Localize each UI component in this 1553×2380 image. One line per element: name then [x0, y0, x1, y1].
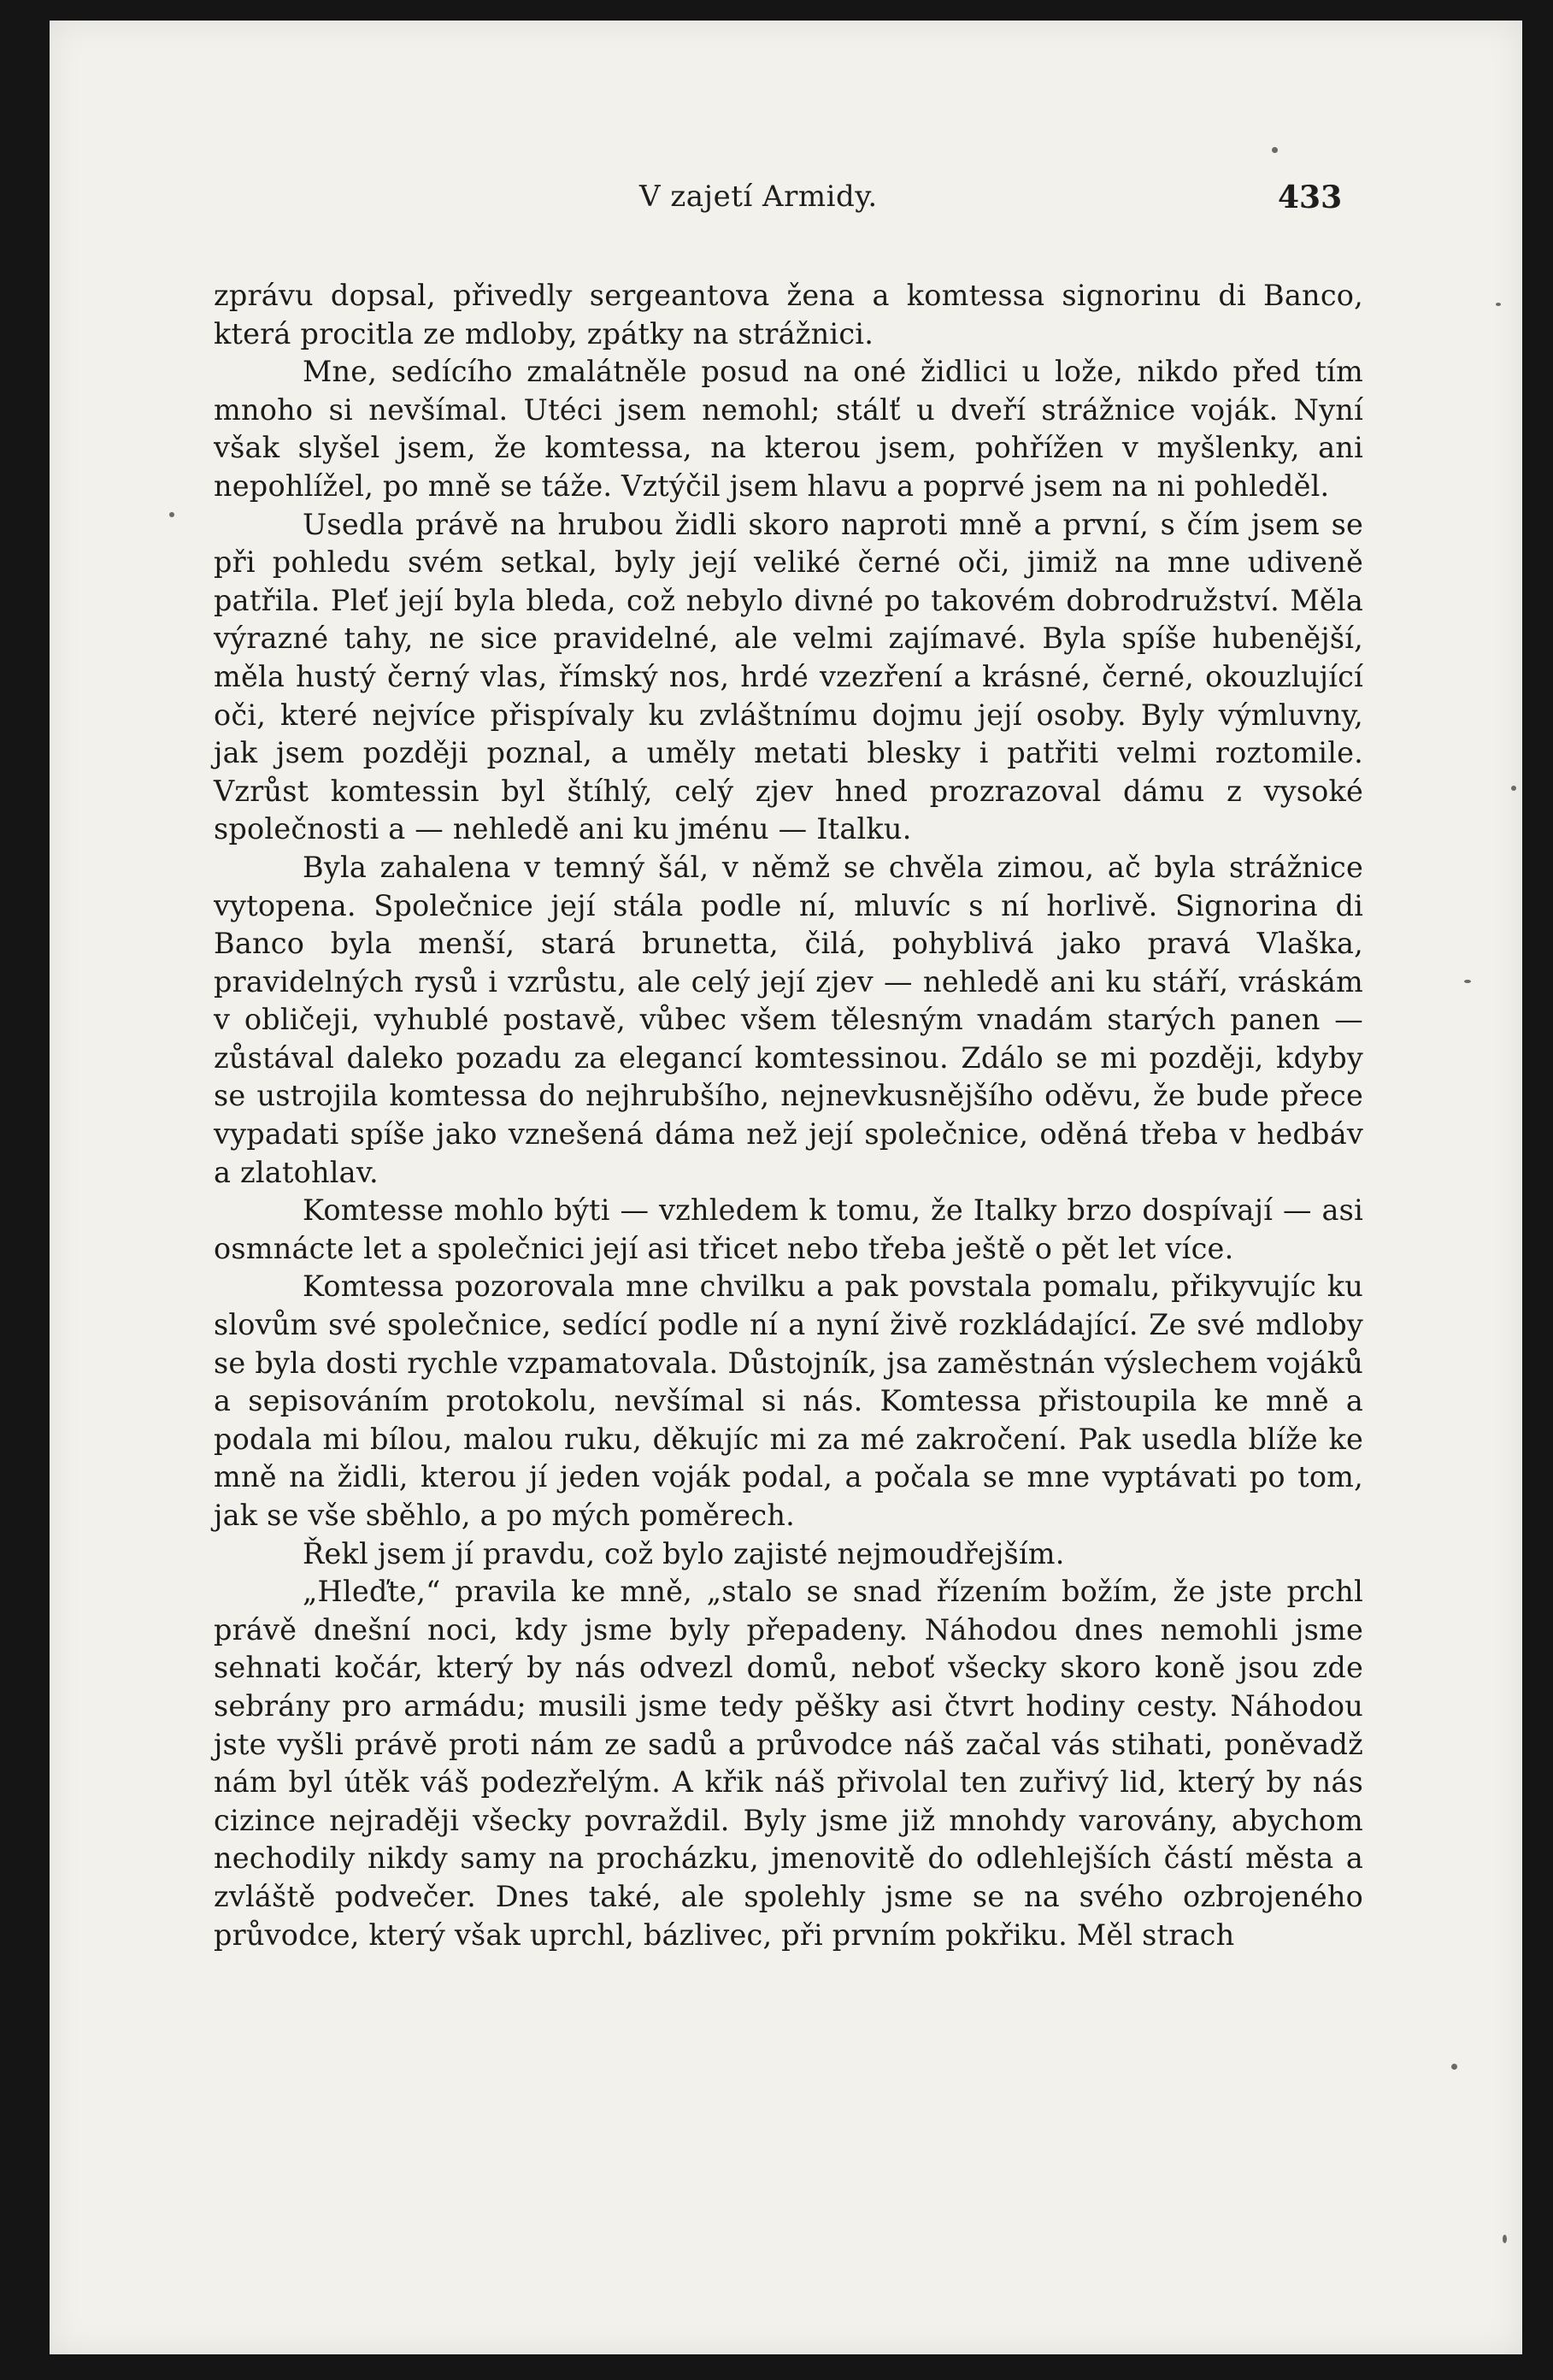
- paragraph: Řekl jsem jí pravdu, což bylo zajisté nejmoudřejším.: [303, 1536, 1065, 1570]
- paper-speck: [1272, 147, 1278, 153]
- running-title: V zajetí Armidy.: [639, 180, 878, 214]
- paper-speck: [1503, 2235, 1507, 2243]
- paragraph: „Hleďte,“ pravila ke mně, „stalo se snad řízením božím, že jste prchl právě dnešní noci, kdy jsme byly přepadeny. Náhodou dnes nemohli jsme sehnati kočár, který by nás odvezl domů, neboť všecky skoro koně jsou zde sebrány pro armádu; musili jsme tedy pěšky asi čtvrt hodiny cesty. Náhodou jste vyšli právě proti nám ze sadů a průvodce náš začal vás stihati, poněvadž nám byl útěk váš podezřelým. A křik náš přivolal ten zuřivý lid, který by nás cizince nejraději všecky povraždil. Byly jsme již mnohdy varovány, abychom nechodily nikdy samy na procházku, jmenovitě do odlehlejších částí města a zvláště podvečer. Dnes také, ale spolehly jsme se na svého ozbrojeného průvodce, který však uprchl, bázlivec, při prvním pokřiku. Měl strach: [214, 1575, 1363, 1952]
- paragraph: Komtessa pozorovala mne chvilku a pak povstala pomalu, přikyvujíc ku slovům své společnice, sedící podle ní a nyní živě rozkládající. Ze své mdloby se byla dosti rychle vzpamatovala. Důstojník, jsa zaměstnán výslechem vojáků a sepisováním protokolu, nevšímal si nás. Komtessa přistoupila ke mně a podala mi bílou, malou ruku, děkujíc mi za mé zakročení. Pak usedla blíže ke mně na židli, kterou jí jeden voják podal, a počala se mne vyptávati po tom, jak se vše sběhlo, a po mých poměrech.: [214, 1270, 1363, 1532]
- paragraph: zprávu dopsal, přivedly sergeantova žena a komtessa signorinu di Banco, která procitla ze mdloby, zpátky na strážnici.: [214, 279, 1363, 351]
- paragraph: Usedla právě na hrubou židli skoro naproti mně a první, s čím jsem se při pohledu svém setkal, byly její veliké černé oči, jimiž na mne udiveně patřila. Pleť její byla bleda, což nebylo divné po takovém dobrodružství. Měla výrazné tahy, ne sice pravidelné, ale velmi zajímavé. Byla spíše hubenější, měla hustý černý vlas, římský nos, hrdé vzezření a krásné, černé, okouzlující oči, které nejvíce přispívaly ku zvláštnímu dojmu její osoby. Byly výmluvny, jak jsem později poznal, a uměly metati blesky i patřiti velmi roztomile. Vzrůst komtessin byl štíhlý, celý zjev hned prozrazoval dámu z vysoké společnosti a — nehledě ani ku jménu — Italku.: [214, 507, 1363, 846]
- paper-speck: [1511, 786, 1516, 791]
- paper-speck: [1464, 980, 1471, 983]
- book-page: [50, 21, 1522, 2354]
- page-header: [50, 180, 1522, 231]
- paragraph: Komtesse mohlo býti — vzhledem k tomu, že Italky brzo dospívají — asi osmnácte let a společnici její asi třicet nebo třeba ještě o pět let více.: [214, 1193, 1363, 1265]
- paragraph: Byla zahalena v temný šál, v němž se chvěla zimou, ač byla strážnice vytopena. Společnice její stála podle ní, mluvíc s ní horlivě. Signorina di Banco byla menší, stará brunetta, čilá, pohyblivá jako pravá Vlaška, pravidelných rysů i vzrůstu, ale celý její zjev — nehledě ani ku stáří, vráskám v obličeji, vyhublé postavě, vůbec všem tělesným vnadám starých panen — zůstával daleko pozadu za elegancí komtessinou. Zdálo se mi později, kdyby se ustrojila komtessa do nejhrubšího, nejnevkusnějšího oděvu, že bude přece vypadati spíše jako vznešená dáma než její společnice, oděná třeba v hedbáv a zlatohlav.: [214, 850, 1363, 1189]
- paper-speck: [169, 512, 174, 517]
- paper-speck: [1451, 2064, 1457, 2070]
- page-number: 433: [1278, 180, 1343, 215]
- paper-speck: [1496, 303, 1501, 306]
- paragraph: Mne, sedícího zmalátněle posud na oné židlici u lože, nikdo před tím mnoho si nevšímal. Utéci jsem nemohl; stálť u dveří strážnice voják. Nyní však slyšel jsem, že komtessa, na kterou jsem, pohřížen v myšlenky, ani nepohlížel, po mně se táže. Vztýčil jsem hlavu a poprvé jsem na ni pohleděl.: [214, 355, 1363, 503]
- body-text: [214, 277, 1363, 1954]
